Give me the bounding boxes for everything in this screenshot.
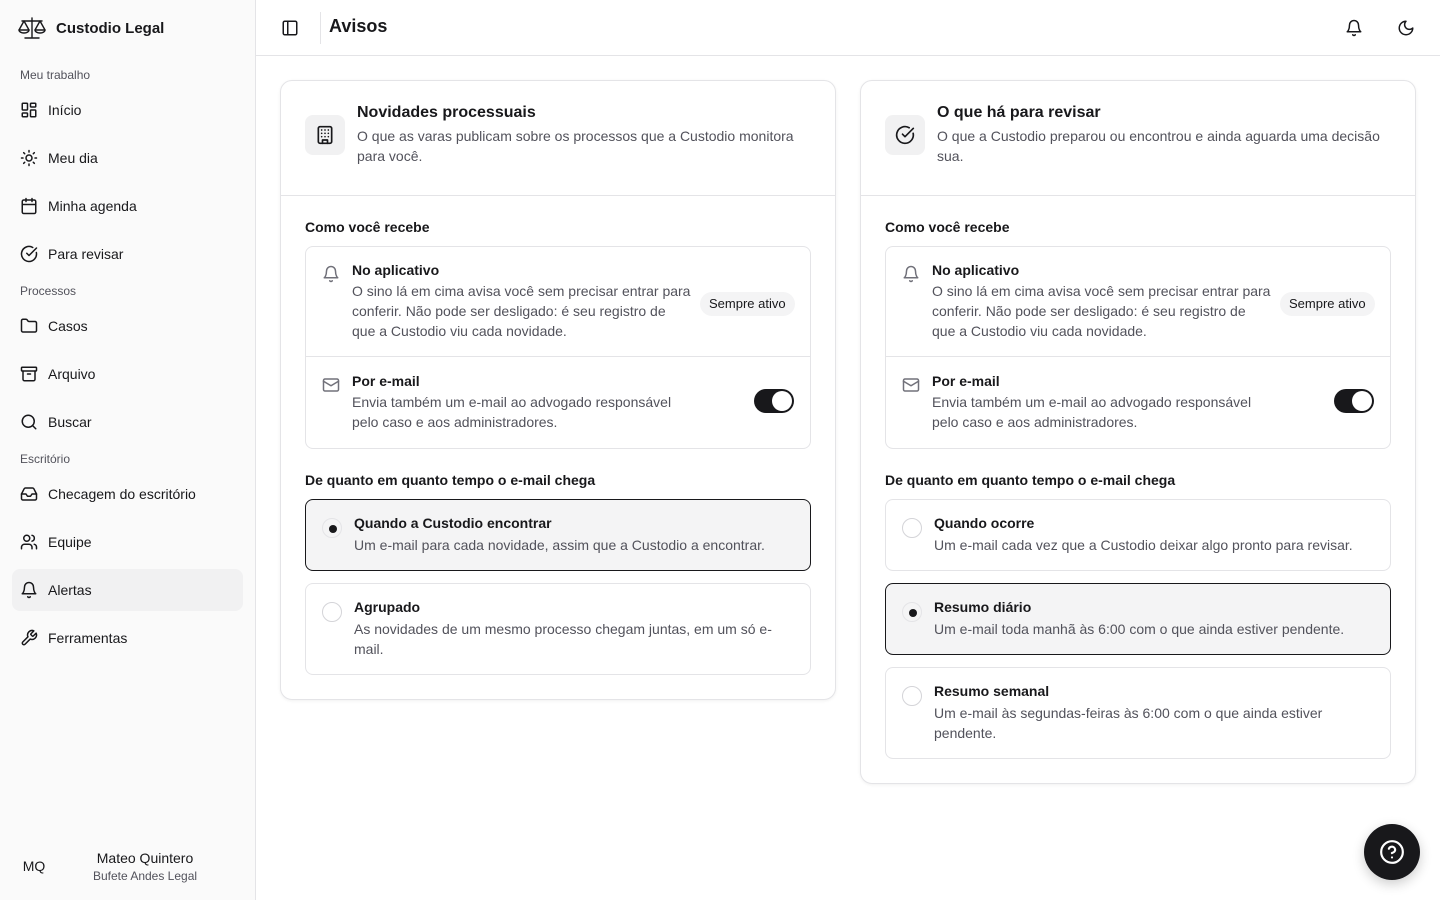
- sidebar-item-label: Arquivo: [48, 366, 96, 382]
- channel-title: No aplicativo: [932, 262, 1020, 278]
- option-resumo-semanal[interactable]: [885, 667, 1391, 759]
- page-title: Avisos: [329, 16, 388, 36]
- bell-icon: [902, 265, 920, 283]
- radio-dot: [909, 609, 917, 617]
- calendar-icon: [20, 197, 38, 215]
- option-title: Resumo diário: [934, 599, 1032, 615]
- inbox-icon: [20, 485, 38, 503]
- card-o-que-ha-para-revisar: [860, 80, 1416, 784]
- help-button[interactable]: [1364, 824, 1420, 880]
- radio[interactable]: [902, 518, 922, 538]
- frequency-label: De quanto em quanto tempo o e-mail chega: [885, 472, 1176, 488]
- sidebar-item-meu-dia[interactable]: [12, 137, 243, 179]
- channel-description: Envia também um e-mail ao advogado responsável pelo caso e aos administradores.: [932, 394, 1252, 430]
- always-on-badge: Sempre ativo: [700, 292, 795, 316]
- folder-icon: [20, 317, 38, 335]
- radio[interactable]: [902, 686, 922, 706]
- archive-icon: [20, 365, 38, 383]
- option-title: Quando a Custodio encontrar: [354, 515, 552, 531]
- bell-icon: [1345, 19, 1363, 37]
- sidebar-item-checagem[interactable]: [12, 473, 243, 515]
- card-description: O que as varas publicam sobre os processos que a Custodio monitora para você.: [357, 128, 794, 164]
- sidebar-item-label: Buscar: [48, 414, 92, 430]
- bell-icon: [20, 581, 38, 599]
- sidebar-item-alertas[interactable]: [12, 569, 243, 611]
- header: [256, 0, 1440, 56]
- notifications-button[interactable]: [1338, 12, 1370, 44]
- option-title: Resumo semanal: [934, 683, 1050, 699]
- sidebar-item-label: Para revisar: [48, 246, 124, 262]
- sidebar-item-minha-agenda[interactable]: [12, 185, 243, 227]
- sidebar-item-buscar[interactable]: [12, 401, 243, 443]
- sidebar-item-arquivo[interactable]: [12, 353, 243, 395]
- channel-title: Por e-mail: [932, 373, 1000, 389]
- channel-in-app: [306, 247, 810, 357]
- option-description: Um e-mail toda manhã às 6:00 com o que ainda estiver pendente.: [934, 621, 1345, 637]
- card-novidades-processuais: [280, 80, 836, 700]
- help-circle-icon: [1379, 839, 1405, 865]
- always-on-badge: Sempre ativo: [1280, 292, 1375, 316]
- sidebar-item-label: Ferramentas: [48, 630, 128, 646]
- toggle-knob: [1352, 391, 1372, 411]
- channel-email: [886, 358, 1390, 448]
- sidebar-item-label: Início: [48, 102, 82, 118]
- scales-icon: [16, 15, 48, 41]
- sidebar-item-para-revisar[interactable]: [12, 233, 243, 275]
- sidebar-item-label: Alertas: [48, 582, 92, 598]
- building-icon: [315, 125, 335, 145]
- option-description: Um e-mail às segundas-feiras às 6:00 com o que ainda estiver pendente.: [934, 705, 1323, 741]
- channel-title: Por e-mail: [352, 373, 420, 389]
- card-description: O que a Custodio preparou ou encontrou e ainda aguarda uma decisão sua.: [937, 128, 1380, 164]
- radio[interactable]: [322, 602, 342, 622]
- option-quando-ocorre[interactable]: [885, 499, 1391, 571]
- card-title: Novidades processuais: [357, 104, 536, 121]
- user-menu[interactable]: [0, 840, 255, 892]
- email-toggle[interactable]: [754, 389, 794, 413]
- group-label-escritorio: Escritório: [20, 452, 71, 466]
- card-header: [281, 81, 835, 196]
- header-divider: [320, 12, 321, 44]
- sun-icon: [20, 149, 38, 167]
- option-resumo-diario[interactable]: [885, 583, 1391, 655]
- toggle-knob: [772, 391, 792, 411]
- brand[interactable]: [16, 14, 164, 42]
- panel-left-icon: [281, 19, 299, 37]
- option-title: Agrupado: [354, 599, 421, 615]
- users-icon: [20, 533, 38, 551]
- sidebar-item-label: Minha agenda: [48, 198, 137, 214]
- check-circle-icon: [20, 245, 38, 263]
- option-description: Um e-mail cada vez que a Custodio deixar algo pronto para revisar.: [934, 537, 1353, 553]
- channel-title: No aplicativo: [352, 262, 440, 278]
- search-icon: [20, 413, 38, 431]
- dashboard-grid-icon: [20, 101, 38, 119]
- sidebar-item-equipe[interactable]: [12, 521, 243, 563]
- option-agrupado[interactable]: [305, 583, 811, 675]
- card-icon: [885, 115, 925, 155]
- sidebar-item-ferramentas[interactable]: [12, 617, 243, 659]
- option-description: Um e-mail para cada novidade, assim que a Custodio a encontrar.: [354, 537, 765, 553]
- radio[interactable]: [322, 518, 342, 538]
- channels-label: Como você recebe: [885, 219, 1010, 235]
- wrench-icon: [20, 629, 38, 647]
- email-toggle[interactable]: [1334, 389, 1374, 413]
- card-title: O que há para revisar: [937, 104, 1101, 121]
- radio[interactable]: [902, 602, 922, 622]
- card-icon: [305, 115, 345, 155]
- option-description: As novidades de um mesmo processo chegam juntas, em um só e-mail.: [354, 621, 772, 657]
- sidebar-item-label: Checagem do escritório: [48, 486, 196, 502]
- card-header: [861, 81, 1415, 196]
- channel-email: [306, 358, 810, 448]
- channels-list: [885, 246, 1391, 449]
- option-title: Quando ocorre: [934, 515, 1035, 531]
- channel-description: Envia também um e-mail ao advogado responsável pelo caso e aos administradores.: [352, 394, 672, 430]
- sidebar-item-label: Meu dia: [48, 150, 98, 166]
- radio-dot: [329, 525, 337, 533]
- channels-label: Como você recebe: [305, 219, 430, 235]
- mail-icon: [902, 376, 920, 394]
- channel-description: O sino lá em cima avisa você sem precisar entrar para conferir. Não pode ser desligado: é seu registro de que a Custodio viu cada novidade.: [352, 283, 691, 339]
- brand-name: Custodio Legal: [56, 19, 165, 37]
- avatar: MQ: [22, 858, 46, 874]
- mail-icon: [322, 376, 340, 394]
- channels-list: [305, 246, 811, 449]
- toggle-sidebar-button[interactable]: [274, 12, 306, 44]
- user-org: Bufete Andes Legal: [92, 869, 198, 883]
- option-quando-encontrar[interactable]: [305, 499, 811, 571]
- sidebar-item-label: Casos: [48, 318, 88, 334]
- check-circle-icon: [895, 125, 915, 145]
- user-name: Mateo Quintero: [96, 850, 194, 866]
- sidebar-item-inicio[interactable]: [12, 89, 243, 131]
- channel-in-app: [886, 247, 1390, 357]
- channel-description: O sino lá em cima avisa você sem precisar entrar para conferir. Não pode ser desligado: é seu registro de que a Custodio viu cada novidade.: [932, 283, 1271, 339]
- group-label-meu-trabalho: Meu trabalho: [20, 68, 91, 82]
- bell-icon: [322, 265, 340, 283]
- theme-toggle-button[interactable]: [1390, 12, 1422, 44]
- group-label-processos: Processos: [20, 284, 77, 298]
- sidebar-item-label: Equipe: [48, 534, 92, 550]
- moon-icon: [1397, 19, 1415, 37]
- frequency-label: De quanto em quanto tempo o e-mail chega: [305, 472, 596, 488]
- sidebar: [0, 0, 256, 900]
- sidebar-item-casos[interactable]: [12, 305, 243, 347]
